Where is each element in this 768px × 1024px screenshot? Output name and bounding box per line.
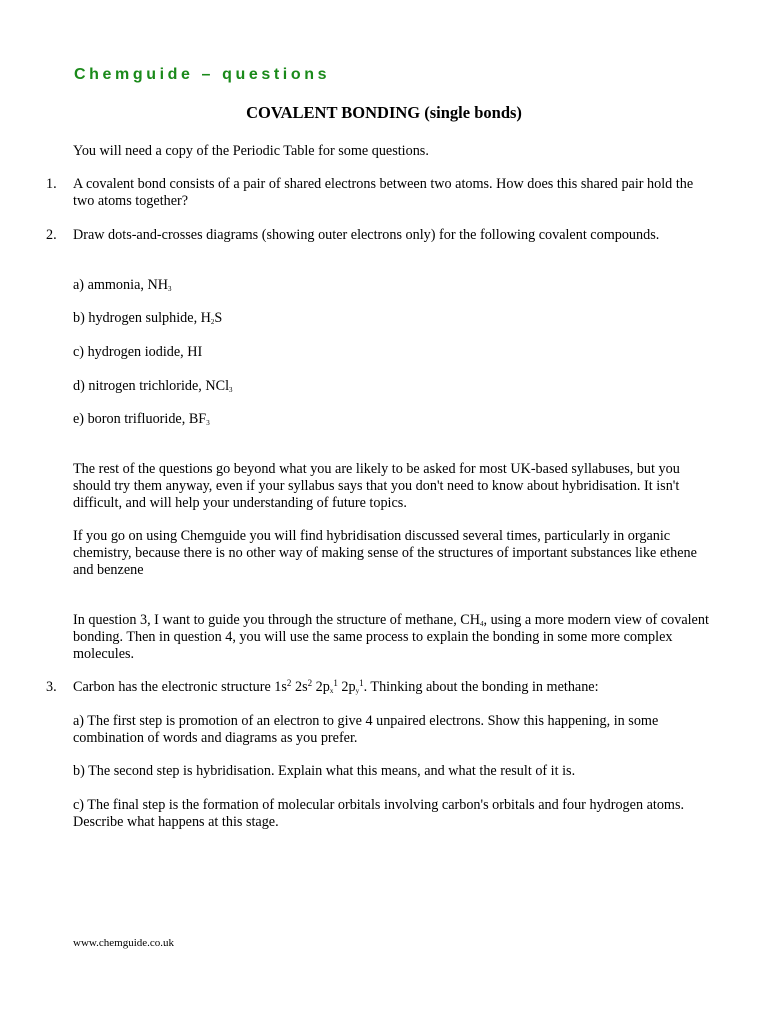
question-2e: e) boron trifluoride, $BF_3$ <box>73 411 210 427</box>
footer-url: www.chemguide.co.uk <box>73 937 175 949</box>
question-2-text: Draw dots-and-crosses diagrams (showing outer electrons only) for the following covalent compounds. <box>73 227 660 243</box>
paragraph-beyond-syllabus: The rest of the questions go beyond what you are likely to be asked for most UK-based syllabuses, but you should try them anyway, even if your syllabus says that you don't need to know about hybridisation. It isn't difficult, and will help your understanding of future topics. <box>73 461 680 511</box>
site-header: Chemguide – questions <box>74 66 331 83</box>
question-2-number: 2. <box>46 227 57 243</box>
question-3b: b) The second step is hybridisation. Explain what this means, and what the result of it is. <box>73 763 576 779</box>
question-3-number: 3. <box>46 679 57 695</box>
question-1-text: A covalent bond consists of a pair of shared electrons between two atoms. How does this shared pair hold the two atoms together? <box>73 176 694 209</box>
question-2b: b) hydrogen sulphide, $H_2S$ <box>73 310 223 326</box>
paragraph-hybridisation: If you go on using Chemguide you will find hybridisation discussed several times, particularly in organic chemistry, because there is no other way of making sense of the structures of important substances like ethene and benzene <box>73 528 697 578</box>
question-1-number: 1. <box>46 176 57 192</box>
question-3c: c) The final step is the formation of molecular orbitals involving carbon's orbitals and four hydrogen atoms. Describe what happens at this stage. <box>73 797 685 830</box>
question-3-text: Carbon has the electronic structure $1s^2$ $2s^2$ $2p_x^1$ $2p_y^1$. Thinking about the bonding in methane: <box>73 678 599 695</box>
question-2a: a) ammonia, $NH_3$ <box>73 277 172 293</box>
paragraph-methane: In question 3, I want to guide you through the structure of methane, $CH_4$, using a more modern view of covalent bonding. Then in question 4, you will use the same process to explain the bonding in some more complex molecules. <box>73 612 709 662</box>
page-title: COVALENT BONDING (single bonds) <box>246 103 522 122</box>
question-3a: a) The first step is promotion of an electron to give 4 unpaired electrons. Show this happening, in some combination of words and diagrams as you prefer. <box>73 713 659 746</box>
intro-text: You will need a copy of the Periodic Table for some questions. <box>73 143 429 159</box>
question-2c: c) hydrogen iodide, HI <box>73 344 203 360</box>
question-2d: d) nitrogen trichloride, NCl$_3$ <box>73 378 233 394</box>
